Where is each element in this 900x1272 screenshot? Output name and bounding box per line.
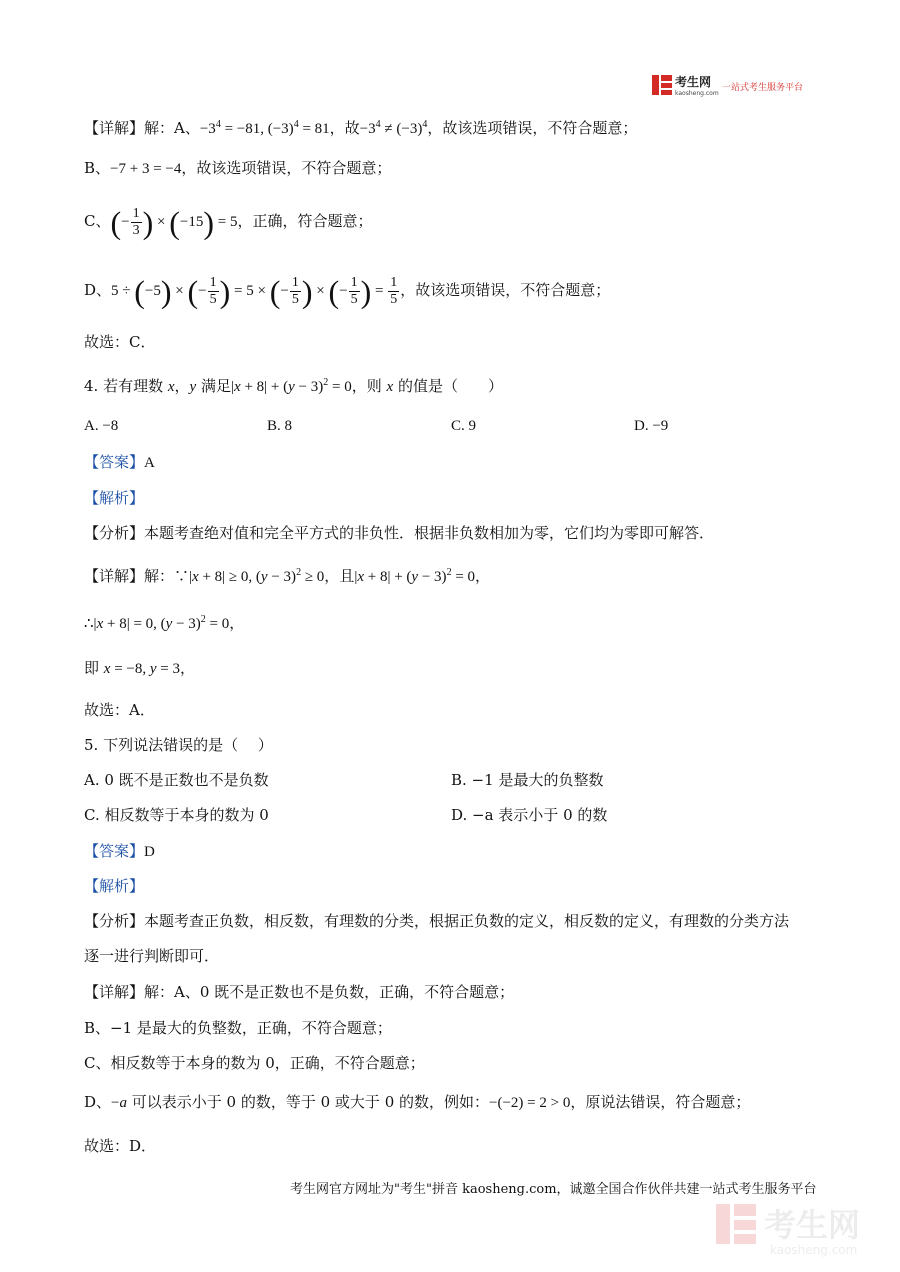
q3-detail-a: [84, 113, 637, 141]
logo-domain: kaosheng.com: [675, 90, 719, 97]
q3-d-prefix: D、: [84, 281, 112, 299]
q5-option-d: D. −a 表示小于 0 的数: [451, 806, 608, 824]
q5-option-b: B. −1 是最大的负整数: [451, 771, 604, 789]
q5-analysis-1: [84, 909, 789, 933]
q4-analysis-text: 本题考查绝对值和完全平方式的非负性．根据非负数相加为零，它们均为零即可解答．: [144, 524, 715, 542]
q3-detail-a-mid: ，故: [329, 119, 360, 137]
q3-c-suffix: ，正确，符合题意；: [237, 212, 373, 230]
q5-analysis-text-1: 本题考查正负数，相反数，有理数的分类，根据正负数的定义，相反数的定义，有理数的分类方法: [144, 912, 790, 930]
q5-analysis-tag: 【分析】: [84, 912, 145, 930]
q5-detail-d: [84, 1090, 750, 1115]
q5-detail-math-b: −(−2) = 2 > 0: [489, 1095, 571, 1111]
q4-stem: 4. 若有理数 x，y 满足$|x + 8| + (y - 3)^2 = 0$，则 x 的值是（ ）: [84, 377, 503, 395]
q5-detail-d1: D、: [84, 1093, 112, 1111]
q3-detail-a-suffix: ，故该选项错误，不符合题意；: [427, 119, 638, 137]
q5-answer-label: 【答案】: [84, 842, 145, 860]
q4-answer: [84, 450, 155, 475]
q5-analysis-2: 逐一进行判断即可．: [84, 947, 220, 965]
kaosheng-logo-icon: [652, 75, 672, 95]
q4-option-b: B. 8: [267, 418, 293, 434]
q3-detail-d: [84, 272, 610, 309]
q5-option-c: C. 相反数等于本身的数为 0: [84, 806, 269, 824]
watermark-icon: [716, 1204, 756, 1244]
q4-ji: 即: [84, 659, 104, 677]
q4-stem-math: $|x + 8| + (y - 3)^2 = 0$: [231, 377, 352, 395]
q4-detail-math-1: |x + 8| ≥ 0, $(y - 3)^2 \ge 0$: [189, 567, 325, 585]
q3-detail-c: [84, 203, 373, 240]
q3-detail-a-prefix: 【详解】解：A、: [84, 119, 200, 137]
q5-analysis-label: 【解析】: [84, 877, 145, 895]
q3-b-prefix: B、: [84, 159, 111, 177]
q3-c-math: (− $\frac{1}{3}$ ) × (−15) = 5: [110, 204, 238, 241]
q4-analysis-tag: 【分析】: [84, 524, 145, 542]
q3-b-math: −7 + 3 = −4: [110, 161, 182, 177]
q3-a-math-1: $-3^4 = -81$, $(-3)^4 = 81$: [199, 119, 330, 137]
q3-b-suffix: ，故该选项错误，不符合题意；: [181, 159, 392, 177]
q5-detail-d3: ，原说法错误，符合题意；: [570, 1093, 751, 1111]
q5-detail-d2: 可以表示小于 0 的数，等于 0 或大于 0 的数，例如：: [127, 1093, 490, 1111]
q4-conclusion: 故选：A．: [84, 701, 155, 719]
q3-conclusion: 故选：C．: [84, 333, 156, 351]
q5-detail-math-a: −a: [111, 1095, 127, 1111]
q4-detail-math-3: |x + 8| = 0, $(y - 3)^2 = 0$，: [93, 614, 245, 632]
q5-detail-b: B、−1 是最大的负整数，正确，不符合题意；: [84, 1019, 392, 1037]
q4-detail-math-4: x = −8, y = 3，: [103, 661, 196, 677]
q4-stem-a: 4. 若有理数: [84, 377, 168, 395]
q4-detail-b: ，且: [324, 567, 355, 585]
q5-option-a: A. 0 既不是正数也不是负数: [84, 771, 269, 789]
q4-detail-tag: 【详解】: [84, 567, 145, 585]
q5-answer: [84, 839, 155, 864]
q5-detail-a: 【详解】解：A、0 既不是正数也不是负数，正确，不符合题意；: [84, 983, 515, 1001]
q5-detail-c: C、相反数等于本身的数为 0，正确，不符合题意；: [84, 1054, 425, 1072]
q4-option-c: C. 9: [451, 418, 477, 434]
q3-c-prefix: C、: [84, 212, 111, 230]
q4-stem-e: 的值是（ ）: [393, 377, 503, 395]
q4-detail-2: [84, 608, 244, 636]
watermark-text: 考生网: [764, 1206, 861, 1244]
q4-detail-a: 解：∵: [144, 567, 190, 585]
q4-stem-d: ，则: [351, 377, 387, 395]
q4-answer-label: 【答案】: [84, 453, 145, 471]
q4-stem-b: ，: [174, 377, 190, 395]
q4-analysis-label: 【解析】: [84, 489, 145, 507]
q4-detail-1: [84, 561, 490, 589]
q4-detail-math-2: $|x + 8| + (y - 3)^2 = 0$，: [354, 567, 491, 585]
q5-stem: 5. 下列说法错误的是（ ）: [84, 736, 273, 754]
kaosheng-logo: [650, 72, 820, 100]
q5-conclusion: 故选：D．: [84, 1137, 157, 1155]
q3-a-math-2: $-3^4 \ne (-3)^4$: [359, 119, 428, 137]
q4-answer-value: A: [144, 455, 155, 471]
q4-therefore: ∴: [84, 614, 94, 632]
q4-stem-c: 满足: [196, 377, 231, 395]
q3-d-suffix: ，故该选项错误，不符合题意；: [400, 281, 611, 299]
q5-answer-value: D: [144, 844, 155, 860]
q3-d-math: 5 ÷ (−5) × (− $\frac{1}{5}$ ) = 5 × (− $\frac{1}{5}$ ) × (− $\frac{1}{5}$ ) = $\frac{1}{5}$: [111, 273, 398, 310]
q4-analysis: [84, 521, 714, 545]
footer-text: 考生网官方网址为"考生"拼音 kaosheng.com，诚邀全国合作伙伴共建一站式考生服务平台: [290, 1182, 817, 1197]
watermark-domain: kaosheng.com: [770, 1243, 858, 1257]
q4-detail-3: [84, 656, 195, 681]
q4-option-a: A. −8: [84, 418, 119, 434]
watermark: [712, 1198, 892, 1260]
q4-option-d: D. −9: [634, 418, 669, 434]
logo-slogan: 一站式考生服务平台: [722, 83, 804, 93]
logo-name: 考生网: [675, 75, 712, 89]
q3-detail-b: [84, 156, 391, 181]
